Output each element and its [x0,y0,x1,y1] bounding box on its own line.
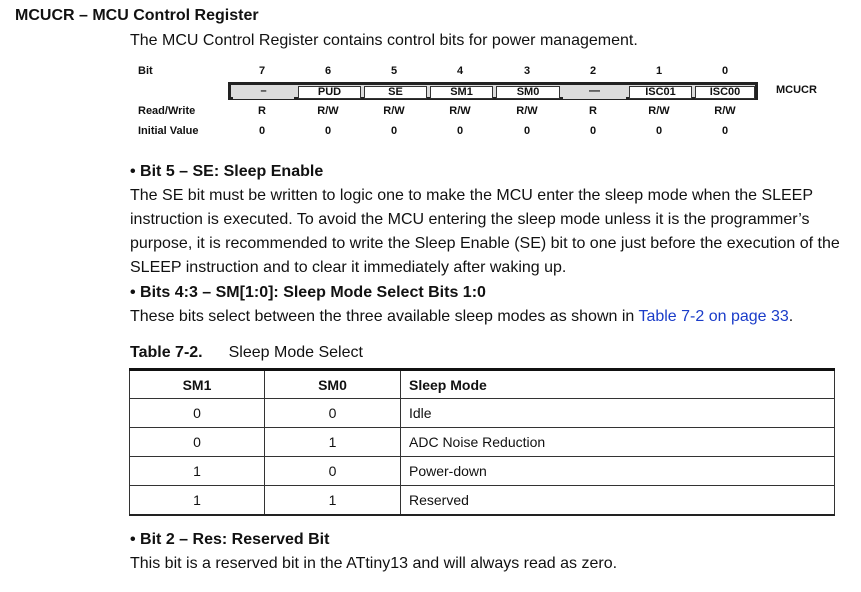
sm-section-body [130,308,793,326]
res-section-body: This bit is a reserved bit in the ATtiny13 and will always read as zero. [130,555,618,572]
table-number: Table 7-2. [130,344,203,361]
init-value: 0 [523,125,531,137]
table-cell: 1 [130,457,265,486]
rw-value: R/W [648,105,670,117]
se-section-body: The SE bit must be written to logic one to make the MCU enter the sleep mode when the SLEEP instruction is executed. To avoid the MCU entering the sleep mode unless it is the programmer’s purpose, it is recommended to write the Sleep Enable (SE) bit to one just before the execution of the SLEEP instruction and to clear it immediately after waking up. [130,187,840,276]
sm-section-title: • Bits 4:3 – SM[1:0]: Sleep Mode Select Bits 1:0 [130,284,486,301]
se-section-title: • Bit 5 – SE: Sleep Enable [130,163,324,180]
read-write-row [138,103,758,119]
table-cell: 0 [130,428,265,457]
bit-number: 1 [655,65,663,77]
column-header: Sleep Mode [401,370,835,399]
register-name: MCUCR [776,84,817,96]
table-cell: Reserved [401,486,835,516]
register-field-box [228,82,758,100]
table-row [130,486,835,516]
table-header-row [130,370,835,399]
table-cell: 0 [130,399,265,428]
init-value: 0 [655,125,663,137]
rw-value: R/W [317,105,339,117]
init-value: 0 [390,125,398,137]
bit-number-row [138,63,758,79]
bit-number: 3 [523,65,531,77]
init-value: 0 [258,125,266,137]
bit-number: 2 [589,65,597,77]
register-field: ISC01 [629,86,692,99]
table-row [130,399,835,428]
register-field: – [233,86,294,99]
sm-body-suffix: . [788,308,794,325]
table-caption [130,344,363,362]
rw-value: R/W [516,105,538,117]
table-cell: 1 [130,486,265,516]
bit-number: 4 [456,65,464,77]
sm-body-text: These bits select between the three available sleep modes as shown in [130,308,639,325]
rw-row-label: Read/Write [138,105,196,117]
table-cell: ADC Noise Reduction [401,428,835,457]
column-header: SM1 [130,370,265,399]
register-field: PUD [298,86,361,99]
table-cell: Power-down [401,457,835,486]
rw-value: R/W [714,105,736,117]
bit-row-label: Bit [138,65,153,77]
init-value: 0 [721,125,729,137]
register-field: ISC00 [695,86,755,99]
table-cell: 0 [265,399,401,428]
bit-number: 5 [390,65,398,77]
rw-value: R [589,105,597,117]
bit-number: 6 [324,65,332,77]
register-field: SM0 [496,86,560,99]
table-cell: 1 [265,428,401,457]
bit-number: 0 [721,65,729,77]
rw-value: R [258,105,266,117]
register-field: SE [364,86,427,99]
table-reference-link[interactable]: Table 7-2 on page 33 [638,308,789,325]
rw-value: R/W [383,105,405,117]
table-cell: 1 [265,486,401,516]
table-cell: Idle [401,399,835,428]
init-value: 0 [456,125,464,137]
register-field: — [563,86,626,99]
intro-text: The MCU Control Register contains control bits for power management. [130,32,638,49]
initial-value-row [138,123,758,139]
rw-value: R/W [449,105,471,117]
register-field: SM1 [430,86,493,99]
table-title: Sleep Mode Select [228,344,363,361]
column-header: SM0 [265,370,401,399]
init-row-label: Initial Value [138,125,199,137]
table-cell: 0 [265,457,401,486]
table-row [130,428,835,457]
init-value: 0 [589,125,597,137]
sleep-mode-table [129,368,835,516]
table-row [130,457,835,486]
init-value: 0 [324,125,332,137]
res-section-title: • Bit 2 – Res: Reserved Bit [130,531,330,548]
page-title: MCUCR – MCU Control Register [15,7,259,24]
bit-number: 7 [258,65,266,77]
